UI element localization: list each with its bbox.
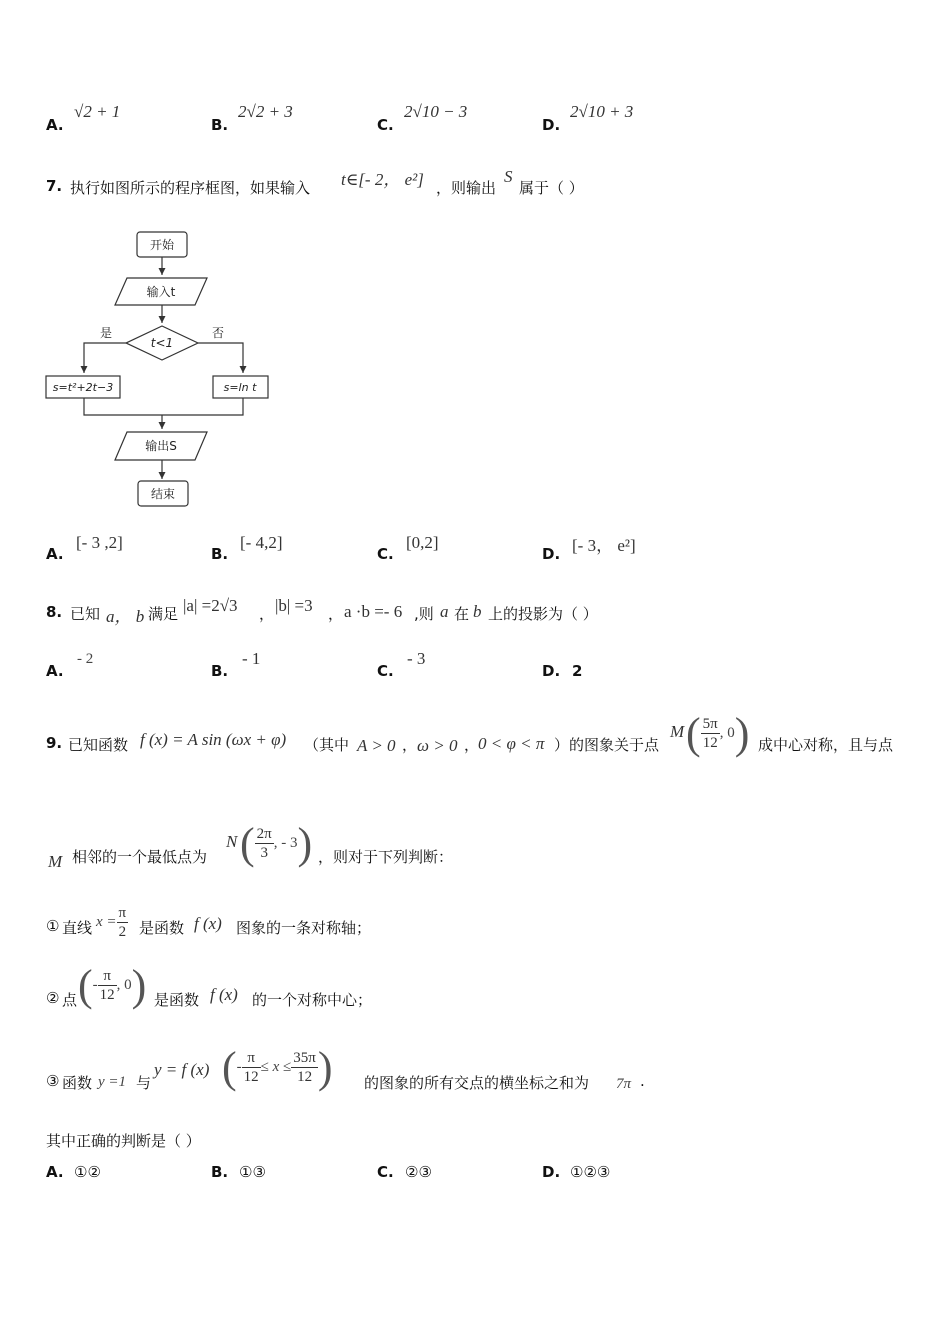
q8-option-b-expr: - 1 (242, 649, 261, 668)
q9-s2-f: f (x) (210, 985, 238, 1004)
q6-option-b-expr: 2√2 + 3 (238, 102, 293, 121)
q7-stem (46, 165, 926, 195)
q8-t3: ,则 (414, 605, 434, 623)
q9-s3-num2: 35π (293, 1050, 316, 1066)
q9-s3-end: . (640, 1072, 645, 1090)
q9-m-den: 12 (702, 735, 718, 751)
q9-c3: 0 < φ < π (478, 734, 545, 753)
q9-s3-mark: ③ (46, 1072, 60, 1090)
flow-output-text: 输出S (145, 439, 177, 453)
q8-cond1: |a| =2√3 (183, 596, 238, 615)
q8-option-b-label: B. (211, 662, 229, 680)
q9-number: 9. (46, 734, 63, 752)
flow-yes-text: 是 (99, 326, 113, 340)
q9-question: 其中正确的判断是（ ） (46, 1132, 201, 1150)
q9-s1-t2: 是函数 (139, 919, 185, 937)
q9-s2-t2: 是函数 (154, 991, 200, 1009)
q9-s3-num1: π (242, 1049, 261, 1068)
q9-s2-tail: , 0 (116, 977, 132, 993)
q7-option-d-label: D. (542, 545, 561, 563)
flow-input-text: 输入t (146, 285, 176, 299)
q9-s3-domain: (- $\frac{\pi}{12}$ ≤ x ≤ $\frac{35\pi}{12}$ ) (222, 1043, 333, 1092)
q8-t5: 上的投影为（ ） (488, 605, 598, 623)
q9-s2-t3: 的一个对称中心； (252, 991, 373, 1009)
q8-option-d-label: D. (542, 662, 561, 680)
q6-option-d-label: D. (542, 116, 561, 134)
q7-option-b-label: B. (211, 545, 229, 563)
q9-option-d-expr: ①②③ (570, 1163, 611, 1181)
q8-t2: 满足 (148, 605, 179, 623)
q9-s3-mid: ≤ x ≤ (260, 1059, 292, 1075)
q9-m-tail: , 0 (719, 725, 735, 741)
q9-s3-fy: y = f (x) (154, 1060, 210, 1079)
q9-n-num: 2π (256, 826, 272, 842)
q9-option-a-expr: ①② (74, 1163, 101, 1181)
q7-option-a-expr: [- 3 ,2] (76, 533, 123, 552)
q9-c1: A > 0 (357, 736, 396, 755)
q9-point-m-coords: ( $\frac{5\pi}{12}$ , 0) (686, 709, 750, 758)
q9-n-den: 3 (260, 845, 268, 861)
q9-s2-num: π (98, 967, 117, 986)
q9-s3-t3: 的图象的所有交点的横坐标之和为 (364, 1074, 590, 1092)
q9-s2-mark: ② (46, 989, 60, 1007)
q9-options (46, 1163, 926, 1187)
q7-flowchart (40, 225, 280, 515)
flow-start-text: 开始 (149, 238, 175, 252)
q8-sep1: ， (259, 605, 275, 623)
q9-s1-t3: 图象的一条对称轴； (236, 919, 372, 937)
q7-options (46, 530, 926, 564)
q9-s2-point: (- $\frac{\pi}{12}$ , 0) (78, 961, 147, 1010)
q7-range: t∈[- 2， e²] (341, 170, 424, 189)
q7-text-mid: ，则输出 (436, 179, 497, 197)
q9-option-b-expr: ①③ (239, 1163, 266, 1181)
q9-s3-y: y =1 (98, 1074, 127, 1090)
q9-s2-t1: 点 (62, 991, 78, 1009)
q9-t4: 成中心对称，且与点 (758, 736, 894, 754)
flow-no-text: 否 (211, 326, 225, 340)
q7-option-b-expr: [- 4,2] (240, 533, 283, 552)
q7-option-d-expr: [- 3， e²] (572, 536, 636, 555)
q9-statement-3 (46, 1042, 946, 1098)
flow-end-text: 结束 (150, 487, 176, 501)
q6-option-c-label: C. (377, 116, 394, 134)
q8-number: 8. (46, 603, 63, 621)
q9-option-a-label: A. (46, 1163, 64, 1181)
q9-point-n-coords: ( $\frac{2\pi}{3}$ , - 3) (240, 819, 313, 868)
q9-t6: ，则对于下列判断： (318, 848, 454, 866)
flow-condition-text: t<1 (150, 336, 174, 350)
q9-t2: （其中 (304, 736, 350, 754)
q7-number: 7. (46, 177, 63, 195)
q8-option-a-expr: - 2 (77, 651, 94, 667)
q9-s1-f: f (x) (194, 914, 222, 933)
q9-sep: ， (402, 736, 418, 754)
q9-s3-den2: 12 (297, 1069, 313, 1085)
q6-options (46, 100, 926, 136)
q9-s3-t2: 与 (136, 1074, 152, 1092)
q8-t1: 已知 (70, 605, 101, 623)
q9-s1-den: 2 (118, 924, 127, 940)
q9-s2-pre: - (92, 977, 98, 993)
q9-m-num: 5π (702, 716, 718, 732)
q9-option-c-expr: ②③ (405, 1163, 432, 1181)
q9-s3-den1: 12 (243, 1069, 259, 1085)
q9-stem-line1 (46, 708, 946, 758)
q9-option-d-label: D. (542, 1163, 561, 1181)
q9-s3-t1: 函数 (62, 1074, 93, 1092)
q8-cond2: |b| =3 (275, 596, 313, 615)
q8-option-c-label: C. (377, 662, 394, 680)
q9-s1-t1: 直线 (62, 919, 93, 937)
q8-sep2: ， (328, 605, 344, 623)
flow-right-text: s=ln t (223, 381, 257, 394)
q9-s3-val: 7π (616, 1076, 632, 1092)
q9-stem-line2 (46, 818, 946, 870)
q9-statement-2 (46, 960, 926, 1014)
q9-n-tail: , - 3 (273, 835, 298, 851)
q9-t3: ）的图象关于点 (554, 736, 660, 754)
q9-point-m: M (670, 722, 685, 741)
q6-option-c-expr: 2√10 − 3 (404, 102, 468, 121)
q8-option-d-expr: 2 (572, 662, 583, 680)
q6-option-a-label: A. (46, 116, 64, 134)
q9-line2-m: M (48, 852, 63, 871)
q6-option-a-expr: √2 + 1 (74, 102, 121, 121)
q9-s2-den: 12 (99, 987, 115, 1003)
q9-s1-num: π (118, 905, 127, 921)
q9-s1-mark: ① (46, 917, 60, 935)
q6-option-d-expr: 2√10 + 3 (570, 102, 634, 121)
q6-option-b-label: B. (211, 116, 229, 134)
q8-option-c-expr: - 3 (407, 649, 426, 668)
q7-option-a-label: A. (46, 545, 64, 563)
q7-text-before: 执行如图所示的程序框图，如果输入 (70, 179, 311, 197)
q9-t5: 相邻的一个最低点为 (72, 848, 208, 866)
q8-option-a-label: A. (46, 662, 64, 680)
flow-left-text: s=t²+2t−3 (52, 381, 114, 394)
q9-t1: 已知函数 (68, 736, 129, 754)
q7-text-after: 属于（ ） (519, 179, 584, 197)
q9-s1-x: x = (96, 914, 117, 930)
q9-option-b-label: B. (211, 1163, 229, 1181)
q9-c2: ω > 0 (417, 736, 458, 755)
q8-t4: 在 (454, 605, 470, 623)
q9-func: f (x) = A sin (ωx + φ) (140, 730, 287, 749)
q9-sep2: ， (464, 736, 480, 754)
q7-option-c-label: C. (377, 545, 394, 563)
q8-cond3: a ·b =- 6 (344, 602, 403, 621)
q9-point-n: N (226, 832, 238, 851)
q9-option-c-label: C. (377, 1163, 394, 1181)
q8-stem (46, 592, 926, 626)
q8-va: a (440, 602, 449, 621)
q9-statement-1 (46, 902, 926, 948)
q9-s3-pre: - (236, 1059, 242, 1075)
q8-vars: a， b (106, 607, 145, 626)
q7-option-c-expr: [0,2] (406, 533, 439, 552)
q7-var-s: S (504, 167, 513, 186)
q8-vb: b (473, 602, 482, 621)
q9-s1-expr (96, 904, 128, 941)
q8-options (46, 648, 926, 680)
